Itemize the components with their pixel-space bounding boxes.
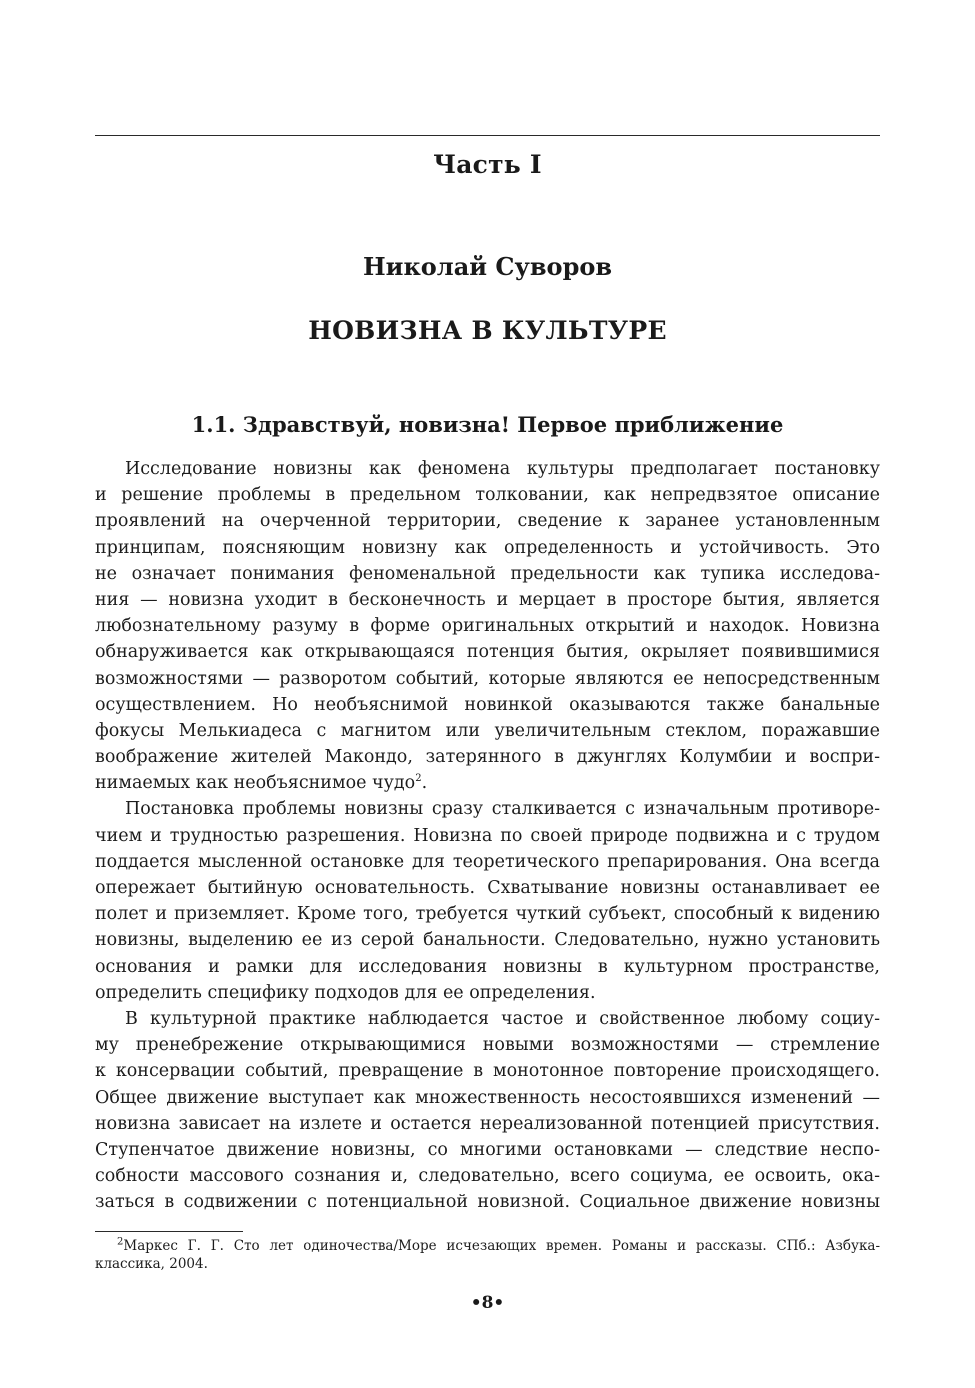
text-line: принципам, поясняющим новизну как определенность и устойчивость. Это: [95, 537, 880, 558]
text-line: му пренебрежение открывающимися новыми возможностями — стремление: [95, 1035, 880, 1056]
text-line: собности массового сознания и, следовательно, всего социума, ее освоить, ока-: [95, 1166, 880, 1187]
text-line: не означает понимания феноменальной предельности как тупика исследова-: [95, 563, 880, 584]
text-line: В культурной практике наблюдается частое и свойственное любому социу-: [125, 1008, 880, 1029]
text-line: Постановка проблемы новизны сразу сталкивается с изначальным противоре-: [125, 799, 880, 820]
period: .: [421, 773, 428, 794]
text-line: Общее движение выступает как множественность несостоявшихся изменений —: [95, 1087, 880, 1108]
text-line: чием и трудностью разрешения. Новизна по своей природе подвижна и с трудом: [95, 825, 880, 846]
footnote-rule: [95, 1231, 243, 1232]
text-line: нимаемых как необъяснимое чудо: [95, 773, 416, 794]
text-line: любознательному разуму в форме оригинальных открытий и находок. Новизна: [95, 616, 880, 637]
text-line: новизна зависает на излете и остается нереализованной потенцией присутствия.: [95, 1113, 880, 1134]
text-line: обнаруживается как открывающаяся потенция бытия, окрыляет появившимися: [95, 642, 880, 663]
footnote-number: 2: [117, 1236, 124, 1248]
part-title: Часть I: [433, 150, 542, 179]
text-line: основания и рамки для исследования новизны в культурном пространстве,: [95, 956, 880, 977]
text-line: возможностями — разворотом событий, которые являются ее непосредственным: [95, 668, 880, 689]
page-number: •8•: [470, 1293, 505, 1313]
text-line: Ступенчатое движение новизны, со многими остановками — следствие неспо-: [95, 1139, 880, 1160]
text-line: фокусы Мелькиадеса с магнитом или увеличительным стеклом, поражавшие: [95, 720, 880, 741]
text-line-last: [95, 770, 880, 796]
text-line: воображение жителей Макондо, затерянного в джунглях Колумбии и воспри-: [95, 747, 880, 768]
text-line: проявлений на очерченной территории, сведение к заранее установленным: [95, 511, 880, 532]
text-line: заться в содвижении с потенциальной новизной. Социальное движение новизны: [95, 1192, 880, 1213]
chapter-title: НОВИЗНА В КУЛЬТУРЕ: [308, 316, 667, 345]
footnote: [95, 1237, 880, 1273]
author-name: Николай Суворов: [362, 252, 613, 281]
text-line: осуществлением. Но необъяснимой новинкой оказываются также банальные: [95, 694, 880, 715]
top-rule: [95, 135, 880, 136]
text-line: поддается мысленной остановке для теоретического препарирования. Она всегда: [95, 851, 880, 872]
text-line: опережает бытийную основательность. Схватывание новизны останавливает ее: [95, 878, 880, 898]
footnote-ref[interactable]: 2: [415, 773, 422, 785]
section-title: 1.1. Здравствуй, новизна! Первое приближение: [191, 412, 784, 437]
footnote-line: классика, 2004.: [95, 1256, 208, 1272]
text-line: ния — новизна уходит в бесконечность и мерцает в просторе бытия, является: [95, 589, 880, 610]
text-line: и решение проблемы в предельном толковании, как непредвзятое описание: [95, 485, 880, 506]
text-line: новизны, выделению ее из серой банальности. Следовательно, нужно установить: [95, 930, 880, 951]
text-line: определить специфику подходов для ее определения.: [95, 982, 596, 1003]
text-line: Исследование новизны как феномена культуры предполагает постановку: [125, 459, 880, 479]
body-text: [95, 456, 880, 1215]
text-line: полет и приземляет. Кроме того, требуется чуткий субъект, способный к видению: [95, 904, 880, 925]
footnote-text: Маркес Г. Г. Сто лет одиночества/Море исчезающих времен. Романы и рассказы. СПб.: Азбука-: [123, 1238, 880, 1254]
footnote-line: [95, 1237, 880, 1255]
text-line: к консервации событий, превращение в монотонное повторение происходящего.: [95, 1061, 880, 1082]
